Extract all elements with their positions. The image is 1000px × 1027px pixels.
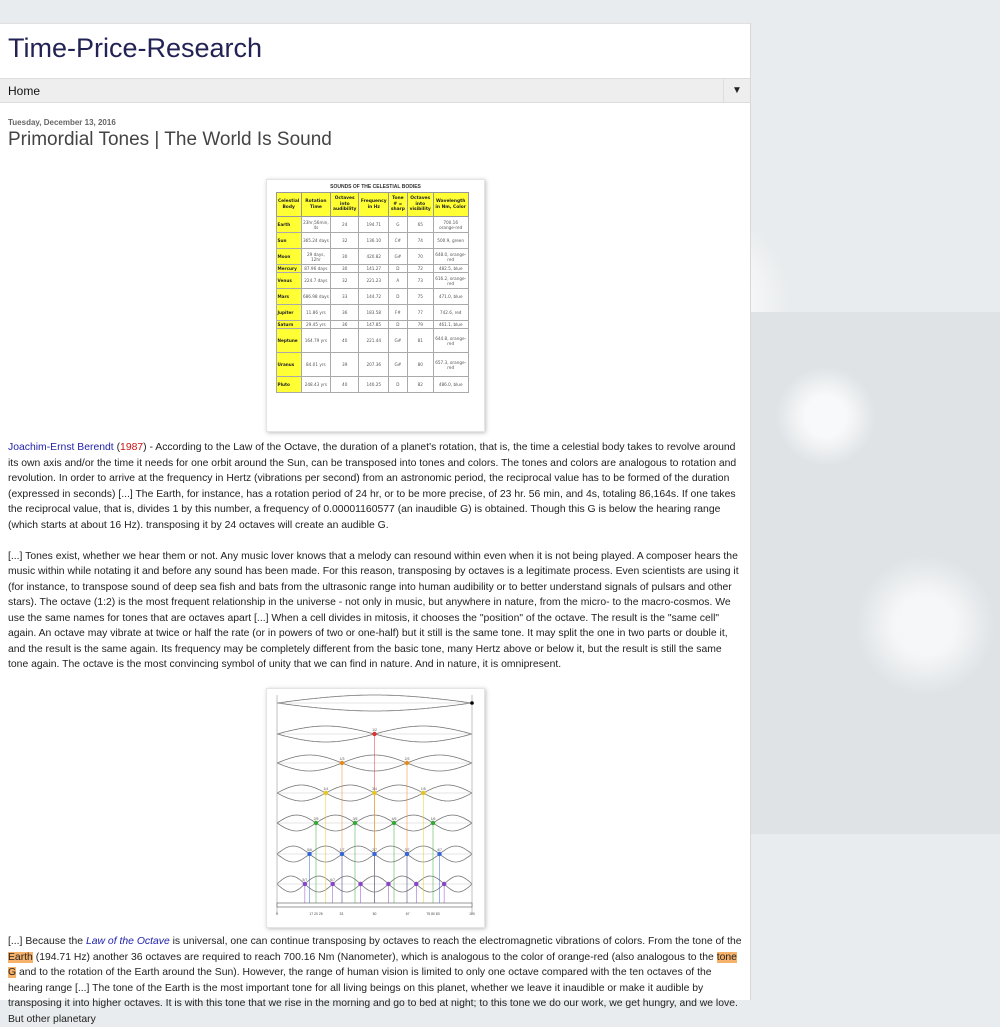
node-dot [414,882,418,886]
author-link[interactable]: Joachim-Ernst Berendt [8,442,114,453]
table-header-cell: Octaves into visibility [407,193,433,217]
table-cell: 84.01 yrs [301,353,330,377]
table-cell: 482.5, blue [433,265,468,273]
table-cell: 75 [407,289,433,305]
table-cell: 648.0, orange-red [433,249,468,265]
table-row [276,217,468,233]
fraction-label: 5/6 [306,848,312,852]
blog-title[interactable]: Time-Price-Research [8,33,263,63]
node-dot [339,761,343,765]
highlight-tone-g: tone G [8,951,737,978]
fraction-label: 2/5 [313,817,318,821]
node-dot [391,821,395,825]
table-cell: 29.45 yrs [301,321,330,329]
celestial-body-name: Uranus [276,353,301,377]
node-dot [386,882,390,886]
celestial-body-name: Earth [276,217,301,233]
blog-post [0,103,750,1027]
table-cell: 471.0, blue [433,289,468,305]
table-cell: 11.86 yrs [301,305,330,321]
table-cell: 74 [407,233,433,249]
table-cell: 224.7 days [301,273,330,289]
table-header-cell: Rotation Time [301,193,330,217]
table-cell: 79 [407,321,433,329]
fraction-label: 6/7 [329,878,335,882]
table-cell: 183.58 [359,305,389,321]
axis-tick-label: 50 [372,912,376,916]
nav-home-link[interactable]: Home [8,83,41,98]
table-cell: 644.8, orange-red [433,329,468,353]
table-cell: 32 [330,233,359,249]
table-cell: 700.16 orange-red [433,217,468,233]
table-cell: 147.85 [359,321,389,329]
fraction-label: 4/5 [391,817,396,821]
table-row [276,233,468,249]
paragraph-3 [8,934,742,1027]
wave-upper-line [277,695,472,703]
table-row [276,353,468,377]
fraction-label: 1/6 [430,817,435,821]
node-dot [339,852,343,856]
wave-lower-line [277,703,472,711]
paren-text: ( [113,442,121,453]
table-cell: 36 [330,321,359,329]
table-cell: 82 [407,377,433,393]
fraction-label: 1/5 [420,787,426,791]
table-cell: 136.10 [359,233,389,249]
axis-tick-label: 0 [275,912,278,916]
table-cell: 742.6, red [433,305,468,321]
table-row [276,273,468,289]
table-cell: 221.23 [359,273,389,289]
celestial-body-name: Venus [276,273,301,289]
paragraph-3-part4: and to the rotation of the Earth around the Sun). However, the range of human vision is limited to only one octave compared with the ten octaves of the hearing range [...] The tone of the Earth is the most important tone for all living beings on this planet, whether we leave it inaudible or make it audible by transposing it into higher octaves. It is with this tone that we rise in the morning and go to bed at night; to this tone we do our work, we get hungry, and we love. But other planetary [8,967,738,1025]
table-cell: 140.25 [359,377,389,393]
nav-bar [0,78,750,103]
table-cell: 461.1, blue [433,321,468,329]
nav-dropdown-toggle[interactable] [723,79,750,103]
table-cell: F# [389,305,408,321]
table-cell: 65 [407,217,433,233]
table-cell: 365.24 days [301,233,330,249]
table-cell: 486.0, blue [433,377,468,393]
table-cell: G# [389,353,408,377]
table-cell: 72 [407,265,433,273]
table-cell: 87.96 days [301,265,330,273]
celestial-body-name: Mercury [276,265,301,273]
table-cell: D [389,289,408,305]
fraction-label: 3/4 [371,787,377,791]
post-date: Tuesday, December 13, 2016 [8,118,116,127]
table-cell: 70 [407,249,433,265]
table-cell: 24 [330,217,359,233]
fraction-label: 3/7 [404,848,409,852]
fraction-label: 4/7 [436,848,442,852]
table-cell: G# [389,329,408,353]
highlight-earth: Earth [8,951,33,963]
fraction-label: 1/2 [371,728,377,732]
year-link[interactable]: 1987 [120,442,144,453]
table-cell: 40 [330,377,359,393]
node-dot [307,852,311,856]
table-header-cell: Octaves into audibility [330,193,359,217]
node-dot [358,882,362,886]
blog-header [0,24,750,78]
blog-page [0,23,751,1025]
table-row [276,377,468,393]
node-dot [421,791,425,795]
fraction-label: 1/7 [339,848,344,852]
celestial-body-name: Pluto [276,377,301,393]
fraction-label: 1/3 [339,757,344,761]
node-dot [430,821,434,825]
table-cell: A [389,273,408,289]
celestial-tones-table [276,192,469,393]
axis-tick-label: 75 80 83 [425,912,440,916]
ruler-bar [277,903,472,907]
fraction-label: 2/3 [404,757,409,761]
table-header-cell: Celestial Body [276,193,301,217]
celestial-body-name: Moon [276,249,301,265]
table-row [276,305,468,321]
table-cell: 221.44 [359,329,389,353]
octave-harmonics-image[interactable] [266,688,485,928]
paragraph-2: [...] Tones exist, whether we hear them or not. Any music lover knows that a melody can resound within even when it is not being played. A composer hears the music within while notating it and before any sound has been made. For this reason, transposing by octaves is a legitimate process. Even scientists are using it (for instance, to transpose sound of deep sea fish and bats from the ultrasonic range into human audibility or to better understand signals of pulsars and other stars). The octave (1:2) is the most frequent relationship in the universe - not only in music, but anywhere in nature, from the micro- to the macro-cosmos. We use the same names for tones that are octaves apart [...] When a cell divides in mitosis, it chooses the "position" of the octave. The result is the "same cell" again. An octave may vibrate at twice or half the rate (or in powers of two or one-half) but it still is the same tone. It may split the one in two parts or double it, and the result is the same again. Its frequency may be completely different from the basic tone, many Hertz above or below it, but the result is still the same tone again. The octave is the most convincing symbol of unity that we can find in nature. And in nature, it is omnipresent. [8,550,739,670]
post-title[interactable]: Primordial Tones | The World Is Sound [8,129,332,150]
fraction-label: 1/4 [322,787,328,791]
axis-tick-label: 33 [338,912,343,916]
table-cell: 30 [330,249,359,265]
post-body [8,440,742,1027]
table-cell: 29 days, 12hr [301,249,330,265]
celestial-body-name: Neptune [276,329,301,353]
paragraph-3-part3: (194.71 Hz) another 36 octaves are required to reach 700.16 Nm (Nanometer), which is analogous to the color of orange-red (also analogous to the [32,951,717,963]
table-row [276,321,468,329]
fraction-label: 2/7 [371,848,377,852]
table-cell: 73 [407,273,433,289]
node-dot [323,791,327,795]
celestial-body-name: Saturn [276,321,301,329]
table-cell: 32 [330,273,359,289]
celestial-body-name: Mars [276,289,301,305]
table-cell: G [389,217,408,233]
law-of-octave-link[interactable]: Law of the Octave [85,936,170,947]
table-cell: 141.27 [359,265,389,273]
node-dot [352,821,356,825]
celestial-body-name: Jupiter [276,305,301,321]
table-cell: 420.82 [359,249,389,265]
node-dot [313,821,317,825]
node-dot [404,852,408,856]
node-dot [441,882,445,886]
axis-tick-label: 67 [405,912,410,916]
node-dot [372,791,376,795]
table-cell: G# [389,249,408,265]
table-cell: C# [389,233,408,249]
table-row [276,329,468,353]
table-cell: 77 [407,305,433,321]
table-row [276,289,468,305]
table-cell: 616.2, orange-red [433,273,468,289]
table-cell: D [389,265,408,273]
table-cell: 207.36 [359,353,389,377]
table-cell: D [389,321,408,329]
table-cell: 686.98 days [301,289,330,305]
table-cell: 30 [330,265,359,273]
axis-tick-label: 17 20 25 [308,912,323,916]
table-cell: 39 [330,353,359,377]
background-snow-texture [751,312,1000,834]
table-cell: 248.43 yrs [301,377,330,393]
node-dot [372,852,376,856]
table-caption: SOUNDS OF THE CELESTIAL BODIES [330,184,421,190]
celestial-tones-table-image[interactable] [266,179,485,432]
node-dot [437,852,441,856]
table-header-cell: Tone # = sharp [389,193,408,217]
table-cell: 164.79 yrs [301,329,330,353]
chevron-down-icon: ▼ [732,85,742,96]
paragraph-1-body: ) - According to the Law of the Octave, the duration of a planet's rotation, that is, the time a celestial body takes to revolve around its own axis and/or the time it needs for one orbit around the Sun, can be transposed into tones and colors. The tones and colors are analogous to rotation and revolution. In order to arrive at the frequency in Hertz (vibrations per second) from an astronomic period, the reciprocal value has to be formed of the duration (expressed in seconds) [...] The Earth, for instance, has a rotation period of 24 hr, or to be more precise, of 23 hr. 56 min, and 4s, totaling 86,164s. If one takes the reciprocal value, that is, divides 1 by this number, a frequency of 0.00001160577 (an inaudible G) is obtained. Though this G is below the hearing range (which starts at about 16 Hz). transposing it by 24 octaves will create an audible G. [8,442,737,531]
node-dot-endpoint [470,701,474,705]
paragraph-3-part2: is universal, one can continue transposing by octaves to reach the electromagnetic vibrations of colors. From the tone of the [169,936,742,947]
node-dot [404,761,408,765]
fraction-label: 3/5 [352,817,357,821]
table-cell: 144.72 [359,289,389,305]
table-cell: 23hr,56min, 4s [301,217,330,233]
fraction-label: 5/7 [301,878,307,882]
table-row [276,265,468,273]
table-cell: D [389,377,408,393]
table-cell: 40 [330,329,359,353]
table-cell: 500.9, green [433,233,468,249]
table-row [276,249,468,265]
table-cell: 36 [330,305,359,321]
paragraph-3-intro: [...] Because the [8,936,86,947]
node-dot [372,732,376,736]
table-cell: 81 [407,329,433,353]
node-dot [302,882,306,886]
table-cell: 80 [407,353,433,377]
table-cell: 33 [330,289,359,305]
table-header-cell: Wavelength in Nm, Color [433,193,468,217]
axis-tick-label: 100 [468,912,475,916]
table-cell: 194.71 [359,217,389,233]
celestial-body-name: Sun [276,233,301,249]
table-cell: 657.3, orange-red [433,353,468,377]
paragraph-1 [8,440,742,533]
octave-harmonics-diagram [267,689,484,927]
table-header-cell: Frequency in Hz [359,193,389,217]
node-dot [330,882,334,886]
